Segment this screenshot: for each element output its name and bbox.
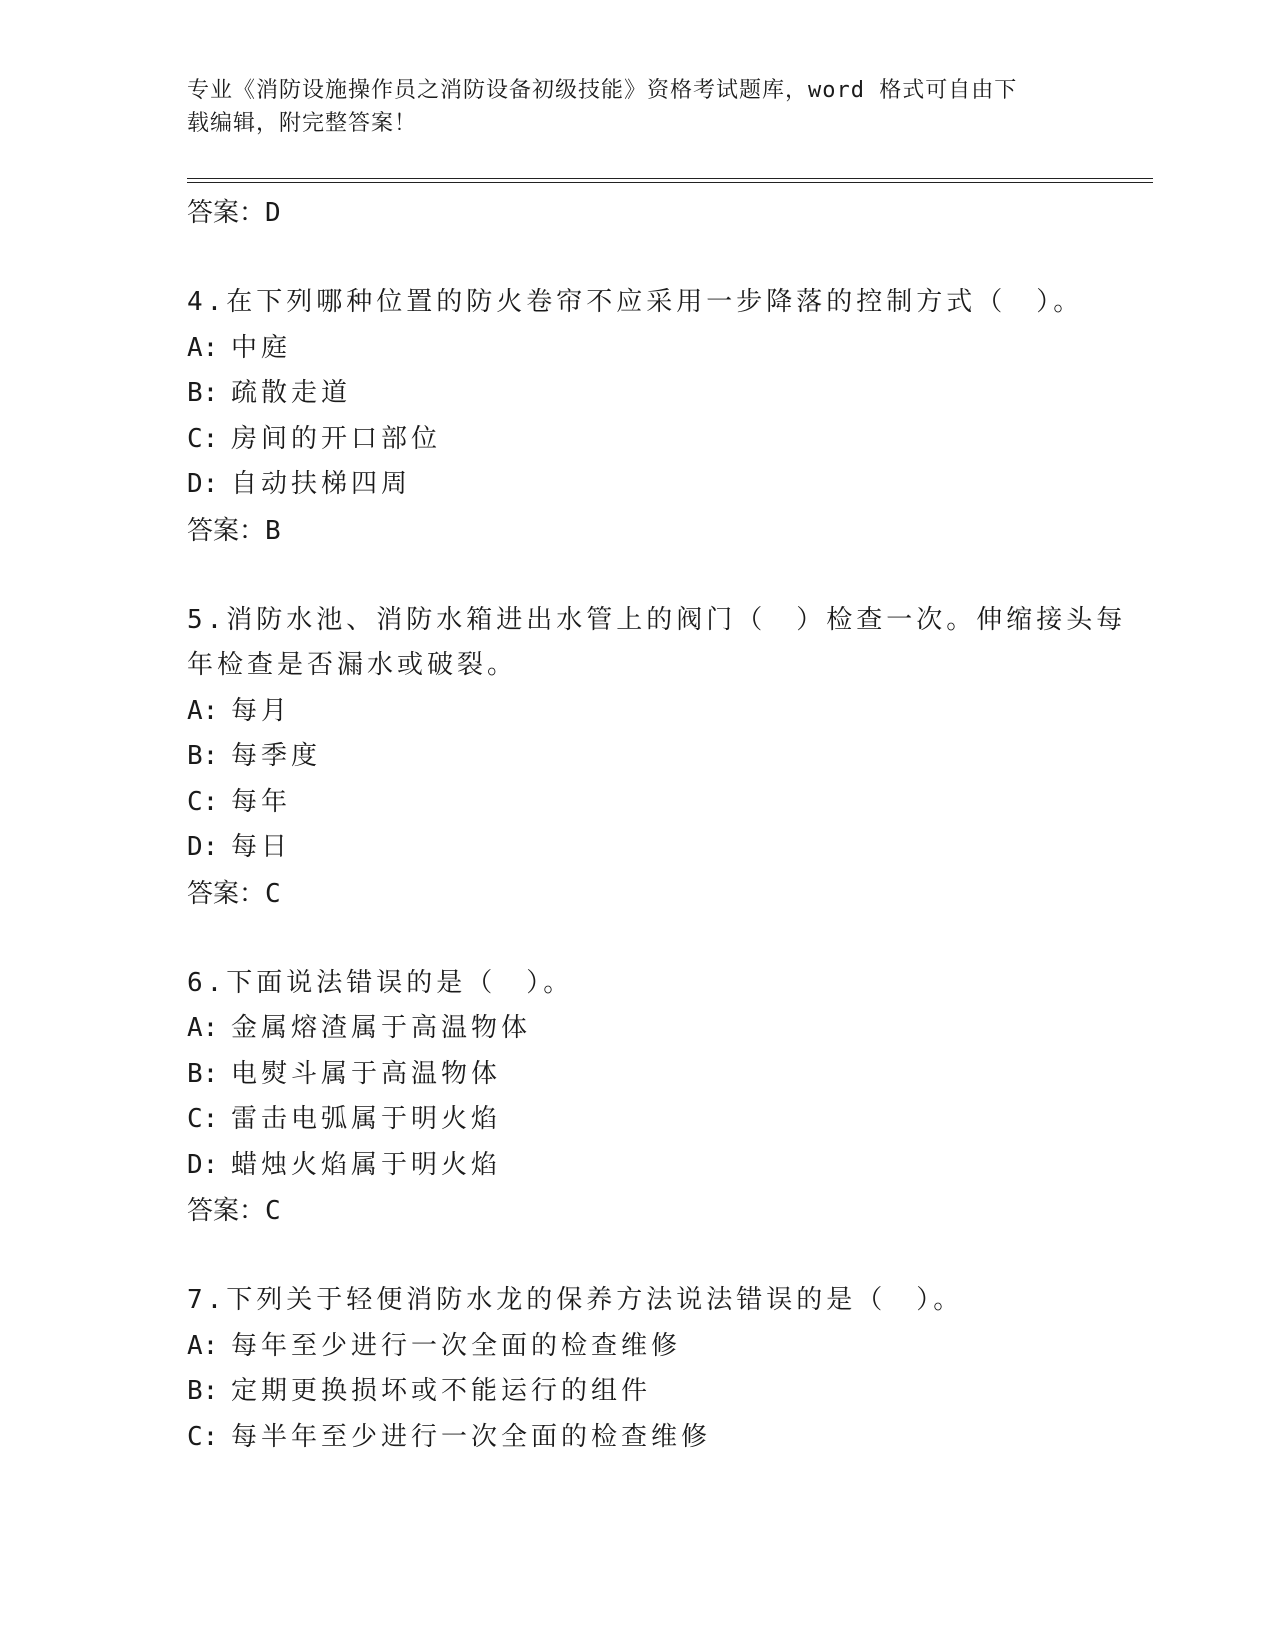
option-a bbox=[187, 326, 1153, 372]
option-text: 每月 bbox=[231, 695, 292, 726]
option-letter: D: bbox=[187, 832, 219, 862]
question-text: 4.在下列哪种位置的防火卷帘不应采用一步降落的控制方式（ ）。 bbox=[187, 287, 1084, 317]
question-text: 6.下面说法错误的是（ ）。 bbox=[187, 967, 574, 998]
option-a bbox=[187, 689, 1153, 735]
option-letter: B: bbox=[187, 1058, 219, 1089]
option-d bbox=[187, 825, 1153, 871]
answer-line bbox=[187, 871, 1153, 917]
option-letter: D: bbox=[187, 469, 219, 499]
answer-value: C bbox=[265, 878, 281, 909]
option-text: 每季度 bbox=[231, 741, 322, 771]
option-text: 金属熔渣属于高温物体 bbox=[231, 1013, 532, 1043]
question-block bbox=[187, 280, 1153, 554]
answer-label: 答案： bbox=[187, 878, 266, 909]
option-d bbox=[187, 462, 1153, 508]
question-block bbox=[187, 1278, 1153, 1460]
option-letter: D: bbox=[187, 1149, 219, 1180]
option-letter: A: bbox=[187, 1013, 219, 1043]
answer-label: 答案： bbox=[187, 198, 266, 228]
header-divider-bottom bbox=[187, 182, 1153, 183]
option-letter: B: bbox=[187, 378, 219, 408]
question-text: 7.下列关于轻便消防水龙的保养方法说法错误的是（ ）。 bbox=[187, 1285, 964, 1315]
option-text: 每半年至少进行一次全面的检查维修 bbox=[231, 1421, 712, 1452]
option-text: 中庭 bbox=[231, 332, 292, 363]
question-block bbox=[187, 598, 1153, 917]
option-text: 雷击电弧属于明火焰 bbox=[231, 1104, 502, 1134]
option-b bbox=[187, 371, 1153, 417]
header-divider-top bbox=[187, 178, 1153, 179]
document-header bbox=[187, 74, 1067, 140]
option-text: 自动扶梯四周 bbox=[231, 469, 412, 499]
option-c bbox=[187, 1415, 1153, 1461]
option-a bbox=[187, 1324, 1153, 1370]
option-c bbox=[187, 417, 1153, 463]
option-c bbox=[187, 780, 1153, 826]
header-line-2: 载编辑，附完整答案！ bbox=[187, 111, 418, 136]
answer-value: D bbox=[265, 198, 281, 228]
answer-label: 答案： bbox=[187, 1196, 266, 1226]
option-text: 房间的开口部位 bbox=[231, 423, 442, 454]
option-c bbox=[187, 1097, 1153, 1143]
option-text: 电熨斗属于高温物体 bbox=[231, 1058, 502, 1089]
option-letter: B: bbox=[187, 741, 219, 771]
option-b bbox=[187, 734, 1153, 780]
header-line-1: 专业《消防设施操作员之消防设备初级技能》资格考试题库，word 格式可自由下 bbox=[187, 78, 1018, 103]
answer-value: C bbox=[265, 1196, 281, 1226]
option-letter: A: bbox=[187, 332, 219, 363]
option-text: 每年至少进行一次全面的检查维修 bbox=[231, 1330, 682, 1361]
option-a bbox=[187, 1006, 1153, 1052]
option-text: 蜡烛火焰属于明火焰 bbox=[231, 1149, 502, 1180]
option-text: 定期更换损坏或不能运行的组件 bbox=[231, 1376, 652, 1406]
option-letter: C: bbox=[187, 1421, 219, 1452]
option-letter: C: bbox=[187, 423, 219, 454]
option-letter: C: bbox=[187, 1104, 219, 1134]
answer-value: B bbox=[265, 515, 281, 546]
option-d bbox=[187, 1143, 1153, 1189]
question-block bbox=[187, 961, 1153, 1235]
option-letter: C: bbox=[187, 786, 219, 817]
option-text: 每年 bbox=[231, 786, 292, 817]
question-text: 5.消防水池、消防水箱进出水管上的阀门（ ）检查一次。伸缩接头每年检查是否漏水或破裂。 bbox=[187, 604, 1127, 680]
option-letter: B: bbox=[187, 1376, 219, 1406]
option-b bbox=[187, 1052, 1153, 1098]
option-text: 疏散走道 bbox=[231, 378, 352, 408]
answer-label: 答案： bbox=[187, 515, 266, 546]
answer-line bbox=[187, 1188, 1153, 1234]
question-list bbox=[187, 190, 1153, 1460]
answer-line bbox=[187, 508, 1153, 554]
option-letter: A: bbox=[187, 695, 219, 726]
option-text: 每日 bbox=[231, 832, 292, 862]
option-letter: A: bbox=[187, 1330, 219, 1361]
answer-line bbox=[187, 190, 1153, 236]
option-b bbox=[187, 1369, 1153, 1415]
